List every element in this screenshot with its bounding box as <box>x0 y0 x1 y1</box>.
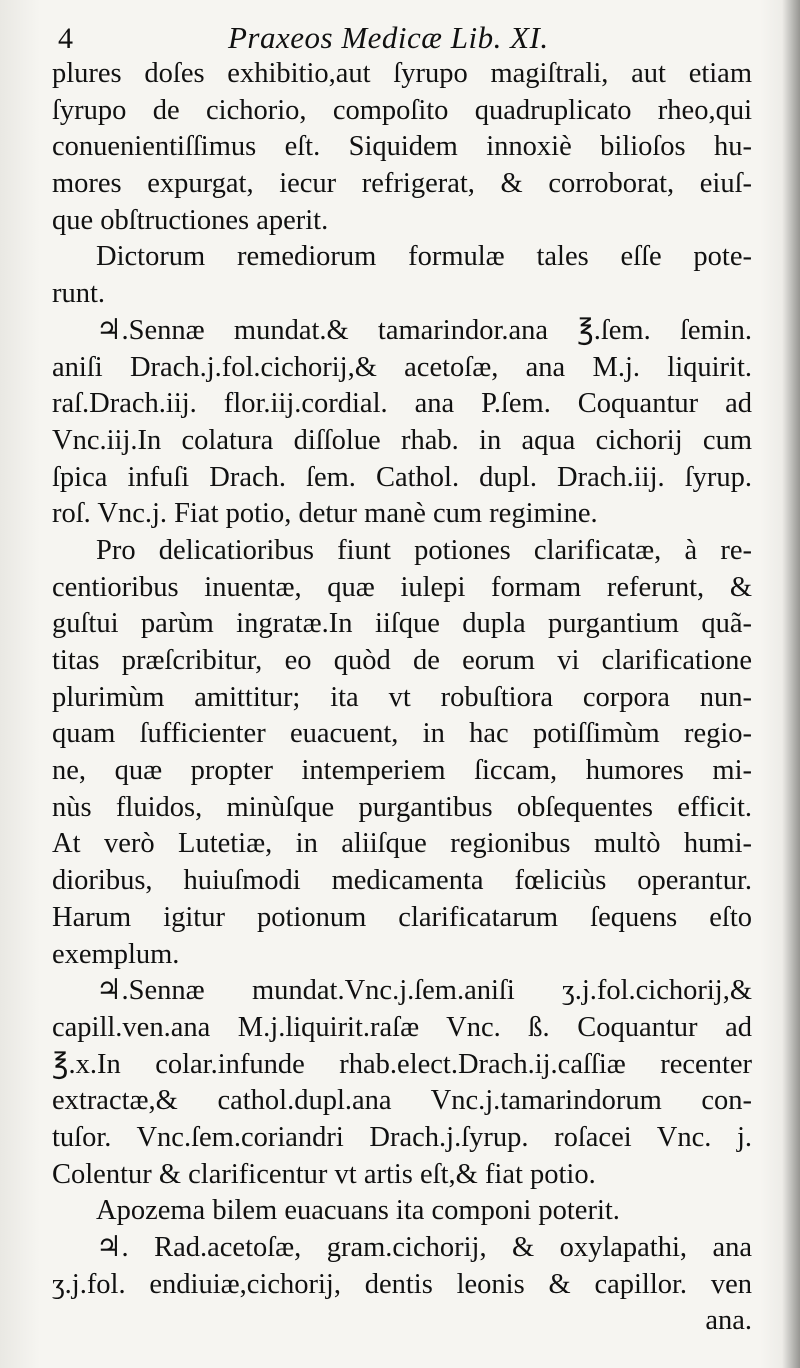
text-line: ʒ.j.fol. endiuiæ,cichorij, dentis leonis & capillor. ven <box>52 1268 752 1300</box>
text-line: Colentur & clarificentur vt artis eſt,& fiat potio. <box>52 1158 596 1190</box>
text-line: runt. <box>52 278 106 310</box>
text-line: guſtui parùm ingratæ.In iiſque dupla purgantium quã- <box>52 608 752 640</box>
text-line: At verò Lutetiæ, in aliiſque regionibus multò humi- <box>52 828 752 860</box>
text-line: Apozema bilem euacuans ita componi poterit. <box>96 1195 620 1227</box>
text-line: mores expurgat, iecur refrigerat, & corroborat, eiuſ- <box>52 168 752 200</box>
text-line: Dictorum remediorum formulæ tales eſſe pote- <box>96 241 752 273</box>
text-line: quam ſufficienter euacuent, in hac potiſſimùm regio- <box>52 718 752 750</box>
page-edge-shadow <box>782 0 800 1368</box>
text-line: conuenientiſſimus eſt. Siquidem innoxiè bilioſos hu- <box>52 131 752 163</box>
text-line: plures doſes exhibitio,aut ſyrupo magiſtrali, aut etiam <box>52 58 752 89</box>
text-line: tuſor. Vnc.ſem.coriandri Drach.j.ſyrup. roſacei Vnc. j. <box>52 1121 752 1153</box>
text-line: plurimùm amittitur; ita vt robuſtiora corpora nun- <box>52 681 752 713</box>
text-line: titas præſcribitur, eo quòd de eorum vi clarificatione <box>52 645 752 676</box>
text-line: raſ.Drach.iij. flor.iij.cordial. ana P.ſem. Coquantur ad <box>52 388 752 420</box>
text-line: que obſtructiones aperit. <box>52 204 329 236</box>
text-line: capill.ven.ana M.j.liquirit.raſæ Vnc. ß. Coquantur ad <box>52 1011 752 1043</box>
text-line: Harum igitur potionum clarificatarum ſequens eſto <box>52 901 752 933</box>
body-text <box>52 56 752 1340</box>
text-line: ſyrupo de cichorio, compoſito quadruplicato rheo,qui <box>52 94 752 126</box>
text-line: ne, quæ propter intemperiem ſiccam, humores mi- <box>52 755 752 787</box>
text-line: aniſi Drach.j.fol.cichorij,& acetoſæ, ana M.j. liquirit. <box>52 351 752 383</box>
recipe-line: ♃.Sennæ mundat.Vnc.j.ſem.aniſi ʒ.j.fol.cichorij,& <box>96 975 752 1007</box>
text-line: ſpica infuſi Drach. ſem. Cathol. dupl. Drach.iij. ſyrup. <box>52 461 752 493</box>
recipe-line: ♃.Sennæ mundat.& tamarindor.ana ℥.ſem. ſemin. <box>96 314 752 346</box>
text-line: Pro delicatioribus fiunt potiones clarificatæ, à re- <box>96 534 752 566</box>
text-line: centioribus inuentæ, quæ iulepi formam referunt, & <box>52 571 752 603</box>
recipe-line: ♃. Rad.acetoſæ, gram.cichorij, & oxylapathi, ana <box>96 1232 752 1263</box>
catchword: ana. <box>705 1305 752 1337</box>
text-line: ℥.x.In colar.infunde rhab.elect.Drach.ij.caſſiæ recenter <box>52 1048 752 1080</box>
text-line: dioribus, huiuſmodi medicamenta fœliciùs operantur. <box>52 865 752 897</box>
text-line: Vnc.iij.In colatura diſſolue rhab. in aqua cichorij cum <box>52 424 752 456</box>
text-line: extractæ,& cathol.dupl.ana Vnc.j.tamarindorum con- <box>52 1085 752 1117</box>
text-line: nùs fluidos, minùſque purgantibus obſequentes efficit. <box>52 791 752 823</box>
page-number: 4 <box>58 22 73 55</box>
running-head: Praxeos Medicæ Lib. XI. <box>228 20 549 55</box>
text-line: exemplum. <box>52 938 180 970</box>
text-line: roſ. Vnc.j. Fiat potio, detur manè cum regimine. <box>52 498 598 530</box>
